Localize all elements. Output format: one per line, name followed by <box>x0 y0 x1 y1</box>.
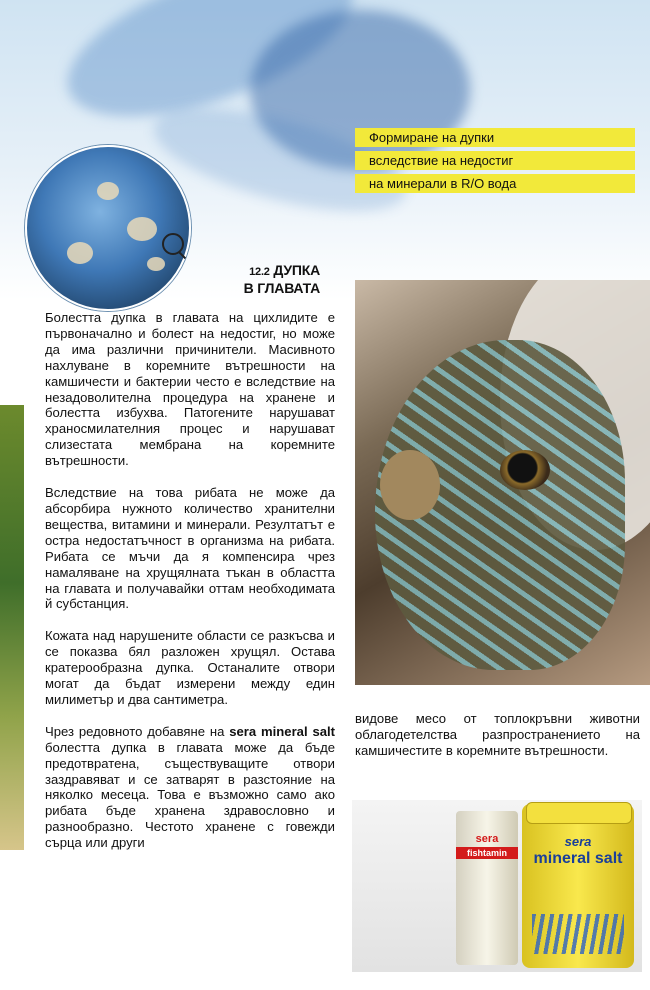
paragraph: Кожата над нарушените области се разкъсва и се показва бял разложен хрущял. Остава кратерообразна дупка. Останалите отвори могат да бъдат измерени между един милиметър и два сантиметра. <box>45 628 335 707</box>
section-title-line2: В ГЛАВАТА <box>243 280 320 296</box>
bottle-brand: sera <box>475 833 499 845</box>
fishtamin-bottle <box>456 811 518 965</box>
section-heading <box>205 262 320 296</box>
paragraph: Болестта дупка в главата на цихлидите е първоначално и болест на недостиг, но може да има различни причинители. Масивното нахлуване в коремните вътрешности на камшичести и бактерии често е вследствие на незадоволителна процедура на хранене и болестта избухва. Патогените нарушават храносмилателния процес и нарушават слизестата мембрана на коремните вътрешности. <box>45 310 335 469</box>
magnifier-icon <box>162 233 184 255</box>
article-right-column <box>355 711 640 759</box>
fish-eye <box>500 450 550 490</box>
paragraph-text: Чрез редовното добавяне на <box>45 723 230 739</box>
callout-line: на минерали в R/O вода <box>355 174 635 193</box>
jar-name: mineral salt <box>533 850 623 867</box>
callout-line: вследствие на недостиг <box>355 151 635 170</box>
callout-box <box>355 128 635 197</box>
section-title-line1: ДУПКА <box>273 262 320 278</box>
paragraph <box>45 724 335 851</box>
bottle-name: fishtamin <box>456 847 518 859</box>
paragraph-text: болестта дупка в главата може да бъде предотвратена, съществуващите отвори заздравяват и се затварят в разстояние на няколко месеца. Това е възможно само ако рибата бъде хранена здравословно и разнообразно. Честото хранене с говежди сърца или други <box>45 739 335 851</box>
magnified-skin-image <box>25 145 191 311</box>
discus-fish-photo <box>355 280 650 685</box>
article-left-column <box>45 310 335 867</box>
mineral-salt-jar <box>522 804 634 968</box>
callout-line: Формиране на дупки <box>355 128 635 147</box>
product-image <box>352 800 642 972</box>
section-number: 12.2 <box>249 266 270 278</box>
paragraph: Вследствие на това рибата не може да абсорбира нужното количество хранителни вещества, витамини и минерали. Резултатът е остра недостатъчност в организма на рибата. Рибата се мъчи да я компенсира чрез намаляване на хрущялната тъкан в областта на главата и получавайки оттам необходимата й субстанция. <box>45 485 335 612</box>
product-name-bold: sera mineral salt <box>229 723 336 739</box>
paragraph: видове месо от топлокръвни животни облагодетелства разпространението на камшичестите в коремните вътрешности. <box>355 711 640 758</box>
side-photo-strip <box>0 405 24 850</box>
jar-brand: sera <box>564 834 592 849</box>
